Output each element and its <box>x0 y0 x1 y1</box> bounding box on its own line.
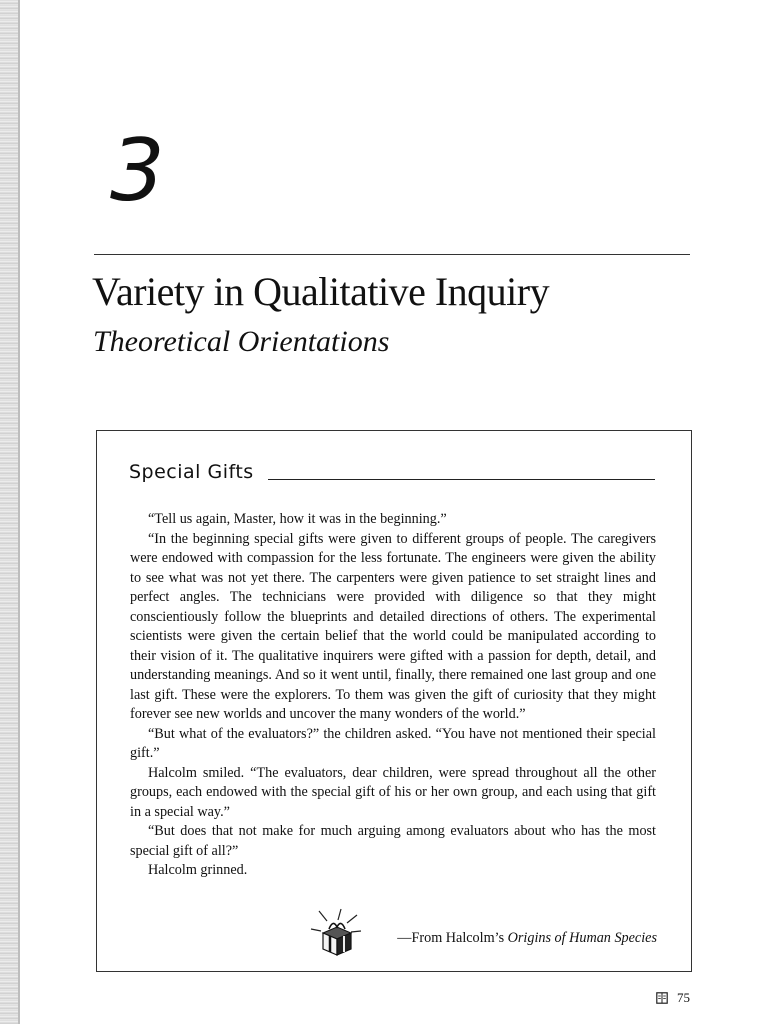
sidebar-paragraph: Halcolm smiled. “The evaluators, dear children, were spread throughout all the other groups, each endowed with the special gift of his or her own group, and each using that gift in a special way.” <box>130 764 656 820</box>
sidebar-paragraph: “But does that not make for much arguing among evaluators about who has the most special gift of all?” <box>130 823 656 859</box>
sidebar-title: Special Gifts <box>129 461 254 483</box>
page-number: 75 <box>677 990 690 1005</box>
chapter-number: 3 <box>110 121 165 221</box>
chapter-subtitle: Theoretical Orientations <box>93 325 390 358</box>
sidebar-paragraph: “Tell us again, Master, how it was in the beginning.” <box>148 511 447 527</box>
sidebar-paragraph: “But what of the evaluators?” the children asked. “You have not mentioned their special gift.” <box>130 725 656 761</box>
attribution-source: Origins of Human Species <box>507 930 657 946</box>
sidebar-header <box>129 463 655 482</box>
attribution-prefix: —From Halcolm’s <box>397 930 508 946</box>
sidebar-paragraph: “In the beginning special gifts were given to different groups of people. The caregivers were endowed with compassion for the less fortunate. The engineers were given the ability to see what was not yet there. The carpenters were given patience to set straight lines and perfect angles. The technicians were provided with diligence so that they might conscientiously follow the blueprints and detailed directions of others. The experimental scientists were given the certain belief that the world could be manipulated according to their vision of it. The qualitative inquirers were gifted with a passion for depth, detail, and understanding meanings. And so it went until, finally, there remained one last group and one last gift. These were the explorers. To them was given the gift of curiosity that they might forever see new worlds and uncover the many wonders of the world.” <box>130 530 656 722</box>
sidebar-body <box>130 510 656 881</box>
book-icon <box>656 992 668 1004</box>
scanned-page-edge <box>0 0 20 1024</box>
special-gifts-sidebar <box>96 430 692 972</box>
attribution-row <box>307 907 657 957</box>
sidebar-attribution <box>397 930 657 947</box>
sidebar-paragraph: Halcolm grinned. <box>148 862 248 878</box>
sidebar-title-rule <box>268 479 655 480</box>
chapter-title: Variety in Qualitative Inquiry <box>92 269 550 314</box>
page-footer <box>656 990 690 1006</box>
chapter-divider <box>94 254 690 255</box>
gift-box-icon <box>307 907 367 957</box>
